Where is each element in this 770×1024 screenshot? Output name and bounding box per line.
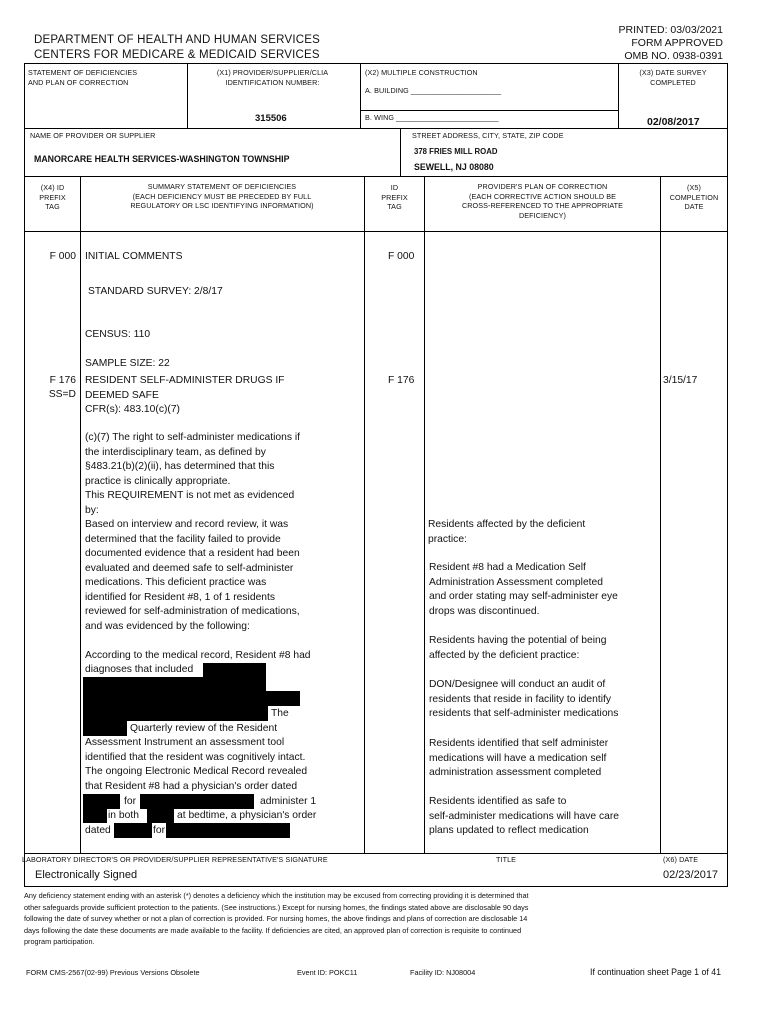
rule: [24, 853, 728, 854]
rule: [360, 63, 361, 128]
id-header: ID PREFIX TAG: [381, 183, 408, 211]
rule: [24, 128, 728, 129]
rule: [24, 176, 728, 177]
redaction: [140, 794, 254, 809]
x1-label: (X1) PROVIDER/SUPPLIER/CLIA IDENTIFICATION NUMBER:: [216, 68, 329, 87]
tag-f176: F 176: [49, 375, 76, 386]
dated-word: dated: [85, 825, 111, 836]
signature-value: Electronically Signed: [35, 869, 138, 881]
rule: [24, 63, 728, 64]
rule: [660, 176, 661, 853]
tag-f000: F 000: [49, 251, 76, 262]
form-approved: FORM APPROVED: [631, 37, 723, 49]
redaction: [83, 808, 107, 823]
redaction: [83, 721, 127, 736]
provider-label: NAME OF PROVIDER OR SUPPLIER: [30, 131, 156, 140]
provider-id: 315506: [255, 113, 287, 124]
bedtime-text: at bedtime, a physician's order: [177, 810, 317, 821]
id-f000: F 000: [388, 251, 415, 262]
summary-header: SUMMARY STATEMENT OF DEFICIENCIES (EACH DEFICIENCY MUST BE PRECEDED BY FULL REGULATORY OR LSC IDENTIFYING INFORMATION): [130, 182, 314, 210]
standard-survey: STANDARD SURVEY: 2/8/17: [88, 286, 223, 297]
provider-name: MANORCARE HEALTH SERVICES-WASHINGTON TOWNSHIP: [34, 154, 290, 164]
disclaimer: Any deficiency statement ending with an asterisk (*) denotes a deficiency which the institution may be excused from correcting providing it is determined that other safeguards provide sufficient protection to the patients. (See instructions.) Except for nursing homes, the findings stated above are disclosable 90 days following the date of survey whether or not a plan of correction is provided. For nursing homes, the above findings and plans of correction are disclosable 14 days following the date these documents are made available to the facility. If deficiencies are cited, an approved plan of correction is requisite to continued program participation.: [24, 891, 529, 947]
rule: [618, 63, 619, 128]
plan-resident-8: Resident #8 had a Medication Self Administration Assessment completed and order stating may self-administer eye drops was discontinued.: [429, 562, 618, 617]
regulation-text: (c)(7) The right to self-administer medications if the interdisciplinary team, as defined by §483.21(b)(2)(ii), has determined that this practice is clinically appropriate. This REQUIREMENT is not met as evidenced by:: [85, 432, 300, 516]
city-state-zip: SEWELL, NJ 08080: [414, 162, 494, 172]
x4-header: (X4) ID PREFIX TAG: [39, 183, 66, 211]
for-word: for: [124, 796, 137, 807]
signature-label: LABORATORY DIRECTOR'S OR PROVIDER/SUPPLIER REPRESENTATIVE'S SIGNATURE: [22, 855, 328, 864]
x2-label: (X2) MULTIPLE CONSTRUCTION: [365, 68, 478, 77]
rule: [80, 176, 81, 853]
completion-date: 3/15/17: [663, 375, 698, 386]
plan-safe: Residents identified as safe to self-administer medications will have care plans updated to reflect medication: [429, 796, 619, 836]
redaction: [147, 808, 174, 823]
plan-potential: Residents having the potential of being affected by the deficient practice:: [429, 635, 607, 661]
redaction: [83, 794, 120, 809]
wing-field: B. WING _________________________: [365, 113, 499, 122]
rule: [727, 63, 728, 886]
redaction: [83, 677, 266, 691]
rule: [187, 63, 188, 128]
address-label: STREET ADDRESS, CITY, STATE, ZIP CODE: [412, 131, 564, 140]
form-number: FORM CMS-2567(02-99) Previous Versions Obsolete: [26, 968, 200, 977]
for-word-2: for: [153, 825, 166, 836]
sample-size: SAMPLE SIZE: 22: [85, 358, 170, 369]
rule: [424, 176, 425, 853]
plan-identified: Residents identified that self administer medications will have a medication self administration assessment completed: [429, 738, 609, 778]
plan-don-audit: DON/Designee will conduct an audit of residents that reside in facility to identify residents that self-administer medications: [429, 679, 619, 719]
x3-label: (X3) DATE SURVEY COMPLETED: [639, 68, 707, 87]
building-field: A. BUILDING ______________________: [365, 86, 502, 95]
printed-date: PRINTED: 03/03/2021: [618, 24, 723, 36]
diagnoses-line: diagnoses that included: [85, 664, 194, 675]
the-word: The: [271, 708, 289, 719]
id-f176: F 176: [388, 375, 415, 386]
event-id: Event ID: POKC11: [297, 968, 358, 977]
severity-code: SS=D: [48, 389, 76, 400]
cms-line: CENTERS FOR MEDICARE & MEDICAID SERVICES: [34, 49, 320, 61]
signature-date: 02/23/2017: [663, 869, 719, 881]
omb-number: OMB NO. 0938-0391: [624, 50, 723, 62]
administer-text: administer 1: [260, 796, 317, 807]
survey-date: 02/08/2017: [647, 116, 700, 128]
redaction: [83, 706, 268, 721]
f176-title: RESIDENT SELF-ADMINISTER DRUGS IF DEEMED SAFE CFR(s): 483.10(c)(7): [85, 375, 285, 415]
x5-header: (X5) COMPLETION DATE: [669, 183, 719, 211]
rule: [24, 886, 728, 887]
redaction: [166, 823, 290, 838]
finding-text: Based on interview and record review, it was determined that the facility failed to provide documented evidence that a resident had been evaluated and deemed safe to self-administer medications. This deficient practice was identified for Resident #8, 1 of 1 residents reviewed for self-administration of medications, and was evidenced by the following:: [85, 519, 300, 632]
mds-text: Assessment Instrument an assessment tool identified that the resident was cognitively intact. The ongoing Electronic Medical Record revealed that Resident #8 had a physician's order dated: [85, 737, 308, 792]
rule: [24, 231, 728, 232]
title-label: TITLE: [496, 855, 517, 864]
initial-comments: INITIAL COMMENTS: [85, 251, 183, 262]
rule: [360, 110, 618, 111]
department-line: DEPARTMENT OF HEALTH AND HUMAN SERVICES: [34, 34, 320, 46]
page-number: If continuation sheet Page 1 of 41: [590, 967, 722, 977]
quarterly-review: Quarterly review of the Resident: [130, 723, 278, 734]
rule: [400, 128, 401, 176]
statement-label: STATEMENT OF DEFICIENCIES AND PLAN OF CORRECTION: [28, 68, 138, 87]
street-address: 378 FRIES MILL ROAD: [414, 147, 498, 156]
record-line: According to the medical record, Resident #8 had: [85, 650, 311, 661]
date-label: (X6) DATE: [663, 855, 699, 864]
redaction: [83, 691, 300, 706]
in-both-text: in both: [108, 810, 139, 821]
plan-header: PROVIDER'S PLAN OF CORRECTION (EACH CORRECTIVE ACTION SHOULD BE CROSS-REFERENCED TO THE APPROPRIATE DEFICIENCY): [461, 182, 624, 220]
facility-id: Facility ID: NJ08004: [410, 968, 476, 977]
redaction: [203, 663, 266, 678]
plan-affected: Residents affected by the deficient practice:: [428, 519, 586, 545]
rule: [364, 176, 365, 853]
redaction: [114, 823, 152, 838]
census: CENSUS: 110: [85, 329, 151, 340]
